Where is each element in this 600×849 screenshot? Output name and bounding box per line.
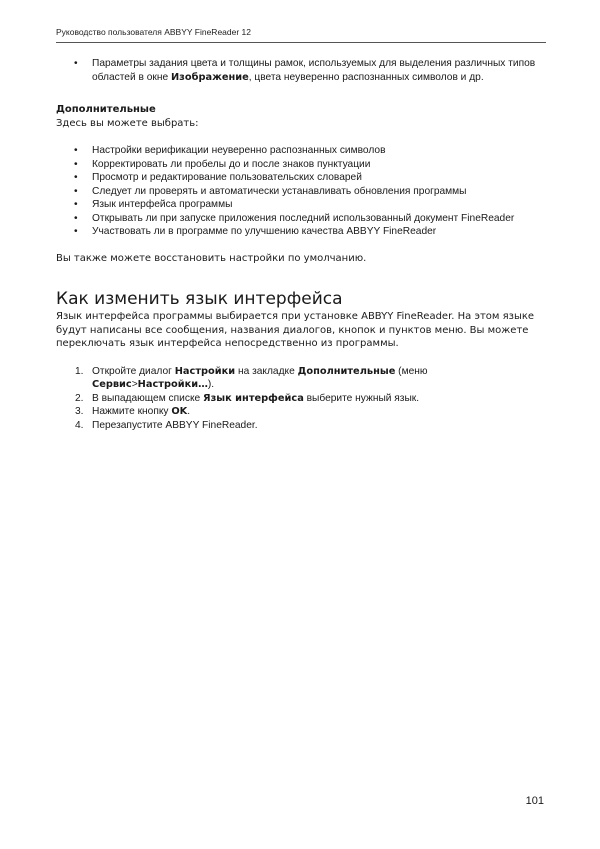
step-number: 1. xyxy=(75,365,84,377)
section-title: Как изменить язык интерфейса xyxy=(56,289,343,309)
step-item xyxy=(75,392,546,406)
section-intro: Язык интерфейса программы выбирается при установке ABBYY FineReader. На этом языке будут написаны все сообщения, названия диалогов, кнопок и пунктов меню. Вы можете переключать язык интерфейса непосредственно из программы. xyxy=(56,311,535,349)
list-item xyxy=(92,57,546,84)
bold-term: Сервис xyxy=(92,379,132,390)
restore-note: Вы также можете восстановить настройки по умолчанию. xyxy=(56,252,367,264)
step-number: 2. xyxy=(75,392,84,404)
step-number: 3. xyxy=(75,406,84,417)
bullet-text: Параметры задания цвета и толщины рамок, используемых для выделения различных типов областей в окне xyxy=(92,58,536,83)
list-item: • Участвовать ли в программе по улучшению качества ABBYY FineReader xyxy=(92,225,546,239)
step-text: ). xyxy=(207,379,215,390)
list-item: • Настройки верификации неуверенно распознанных символов xyxy=(92,144,546,158)
running-header: Руководство пользователя ABBYY FineReader 12 xyxy=(56,27,546,43)
bold-term: Настройки… xyxy=(137,379,208,390)
step-text: > xyxy=(131,379,138,390)
step-text: выберите нужный язык. xyxy=(303,392,420,404)
step-text: на закладке xyxy=(235,365,298,377)
step-item xyxy=(75,419,546,433)
step-item xyxy=(75,405,546,419)
step-text: Нажмите кнопку xyxy=(92,406,172,417)
bold-term: Изображение xyxy=(170,71,249,83)
step-number: 4. xyxy=(75,419,84,431)
additional-intro: Здесь вы можете выбрать: xyxy=(56,117,199,129)
list-item: • Корректировать ли пробелы до и после знаков пунктуации xyxy=(92,158,546,172)
step-item xyxy=(75,365,546,392)
step-text: В выпадающем списке xyxy=(92,392,204,404)
list-item: • Следует ли проверять и автоматически устанавливать обновления программы xyxy=(92,185,546,199)
step-text: . xyxy=(187,406,191,417)
list-item: • Открывать ли при запуске приложения последний использованный документ FineReader xyxy=(92,212,546,226)
list-item: • Язык интерфейса программы xyxy=(92,198,546,212)
bold-term: Язык интерфейса xyxy=(203,392,304,404)
step-text: (меню xyxy=(395,365,428,377)
options-list xyxy=(56,144,546,239)
bold-term: Дополнительные xyxy=(297,365,396,377)
top-bullet-list xyxy=(56,57,546,84)
bullet-text: , цвета неуверенно распознанных символов и др. xyxy=(248,71,484,83)
list-item: • Просмотр и редактирование пользовательских словарей xyxy=(92,171,546,185)
bold-term: Настройки xyxy=(174,365,236,377)
bold-term: OK xyxy=(171,406,188,417)
page-number: 101 xyxy=(525,795,544,807)
step-text: Перезапустите ABBYY FineReader. xyxy=(92,419,258,431)
subheading-additional: Дополнительные xyxy=(56,104,156,115)
step-text: Откройте диалог xyxy=(92,365,175,377)
page-content xyxy=(56,57,546,432)
steps-list xyxy=(56,365,546,433)
